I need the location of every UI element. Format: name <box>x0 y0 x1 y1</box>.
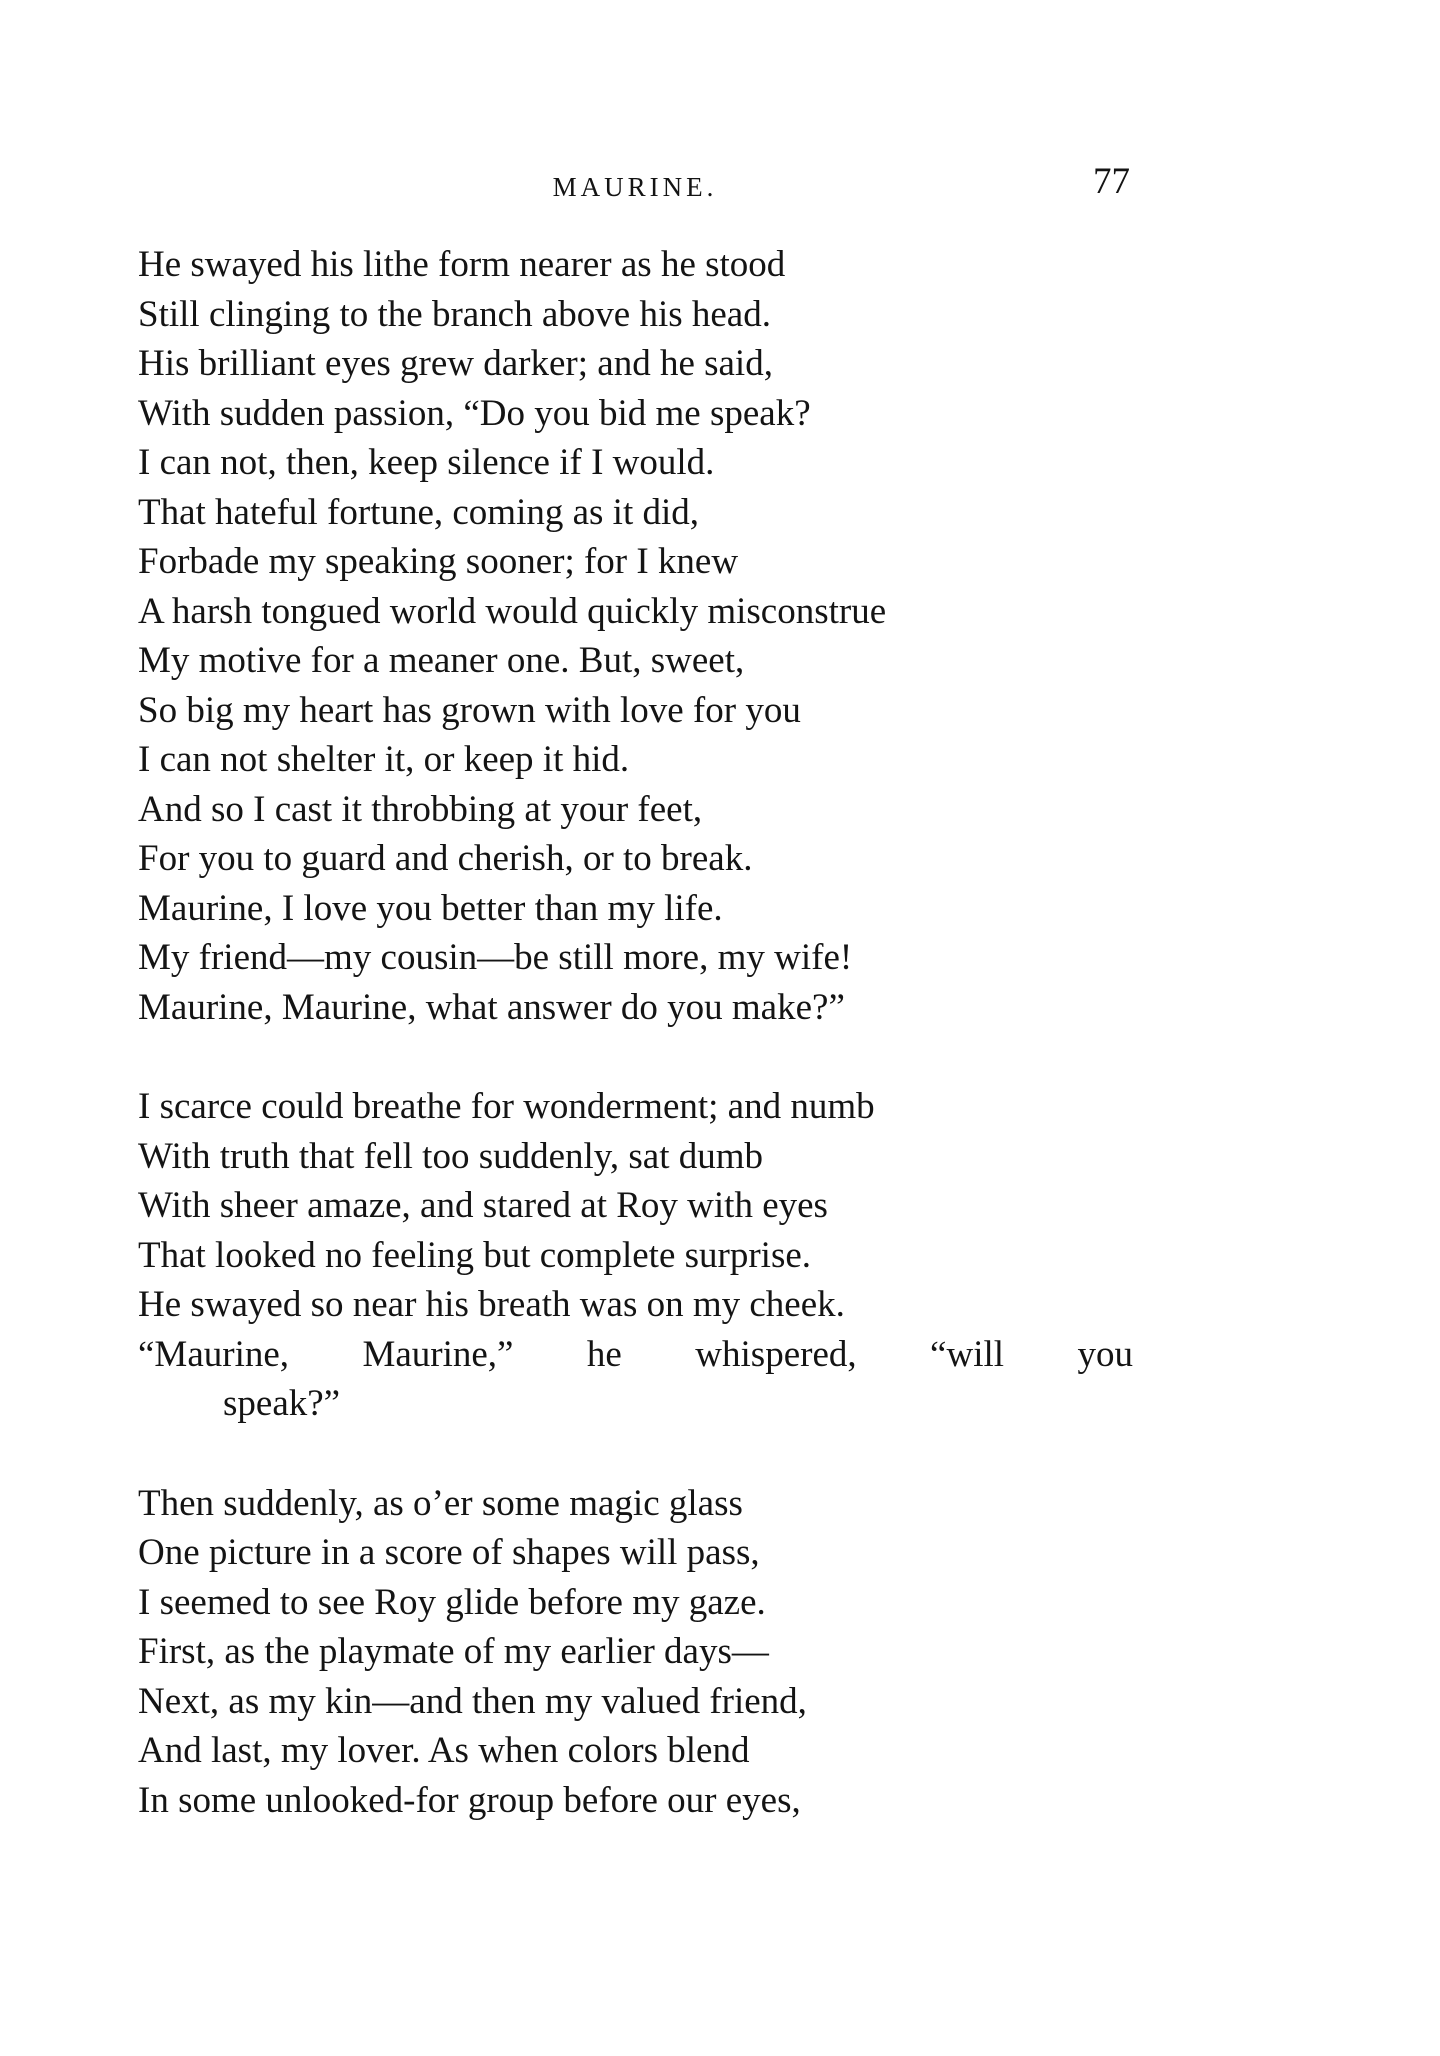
verse-line: My motive for a meaner one. But, sweet, <box>138 640 745 681</box>
verse-line: First, as the playmate of my earlier days— <box>138 1631 769 1672</box>
verse-line: That hateful fortune, coming as it did, <box>138 491 700 533</box>
verse-line: His brilliant eyes grew darker; and he said, <box>138 343 773 384</box>
verse-line: Still clinging to the branch above his head. <box>138 293 771 335</box>
running-head <box>140 160 1130 220</box>
verse-line: Next, as my kin—and then my valued friend, <box>138 1680 807 1722</box>
verse-line: He swayed his lithe form nearer as he stood <box>138 244 786 285</box>
verse-line: With sudden passion, “Do you bid me speak? <box>138 392 811 434</box>
stanza-2 <box>138 1082 1133 1429</box>
verse-line: For you to guard and cherish, or to break. <box>138 838 753 879</box>
verse-line: He swayed so near his breath was on my cheek. <box>138 1284 845 1325</box>
running-title: MAURINE. <box>552 172 718 202</box>
verse-line: Maurine, I love you better than my life. <box>138 887 723 929</box>
poem-text <box>138 240 1133 1825</box>
verse-line: And last, my lover. As when colors blend <box>138 1730 750 1771</box>
verse-line-turnover: speak?” <box>223 1383 341 1424</box>
verse-line: Forbade my speaking sooner; for I knew <box>138 541 739 582</box>
verse-line: One picture in a score of shapes will pass, <box>138 1532 760 1573</box>
verse-line: I can not, then, keep silence if I would. <box>138 442 715 483</box>
verse-line: Then suddenly, as o’er some magic glass <box>138 1482 743 1524</box>
verse-line: And so I cast it throbbing at your feet, <box>138 788 703 830</box>
verse-line: Maurine, Maurine, what answer do you make?” <box>138 986 845 1028</box>
verse-line: I can not shelter it, or keep it hid. <box>138 739 630 780</box>
stanza-3 <box>138 1479 1133 1826</box>
verse-line: My friend—my cousin—be still more, my wife! <box>138 937 853 978</box>
verse-line: With sheer amaze, and stared at Roy with eyes <box>138 1185 828 1226</box>
verse-line: “Maurine, Maurine,” he whispered, “will you <box>138 1333 1133 1375</box>
page-number: 77 <box>1093 161 1130 202</box>
verse-line: So big my heart has grown with love for you <box>138 689 801 731</box>
verse-line: A harsh tongued world would quickly misconstrue <box>138 590 887 632</box>
verse-line: That looked no feeling but complete surprise. <box>138 1234 812 1276</box>
stanza-1 <box>138 240 1133 1032</box>
verse-line: With truth that fell too suddenly, sat dumb <box>138 1135 764 1177</box>
verse-line: I seemed to see Roy glide before my gaze. <box>138 1581 766 1623</box>
verse-line: I scarce could breathe for wonderment; and numb <box>138 1086 875 1127</box>
verse-line: In some unlooked-for group before our eyes, <box>138 1779 801 1821</box>
